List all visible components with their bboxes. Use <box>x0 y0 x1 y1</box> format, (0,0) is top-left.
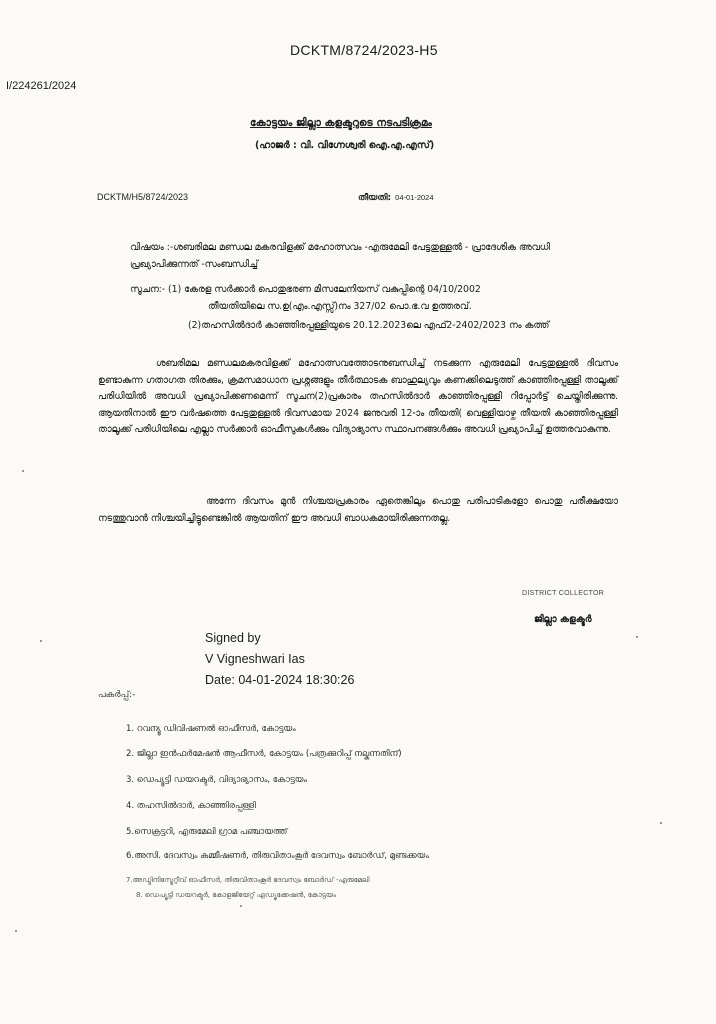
reference-number: DCKTM/H5/8724/2023 <box>97 192 189 202</box>
signer-name: V Vigneshwari Ias <box>205 652 305 666</box>
scan-speck <box>660 822 662 824</box>
copy-item: 2. ജില്ലാ ഇൻഫർമേഷൻ ആഫീസർ, കോട്ടയം (പത്രക്കുറിപ്പ് നല്കുന്നതിന്) <box>126 749 402 759</box>
receipt-number: I/224261/2024 <box>6 80 77 92</box>
signed-date: Date: 04-01-2024 18:30:26 <box>205 673 355 687</box>
reference-1-line-2: തീയതിയിലെ സ.ഉ(എം.എസ്സ്)നം 327/02 പൊ.ഭ.വ ഉത്തരവ്. <box>208 300 472 312</box>
scan-speck <box>22 470 24 472</box>
copy-item: 8. ഡെപ്യൂട്ടി ഡയറക്ടർ, കോളജിയേറ്റ് എഡ്യൂക്കേഷൻ, കോട്ടയം <box>136 891 336 899</box>
district-collector-label: DISTRICT COLLECTOR <box>522 590 605 597</box>
reference-1 <box>130 282 620 315</box>
copy-item: 5.സെക്രട്ടറി, എരുമേലി ഗ്രാമ പഞ്ചായത്ത് <box>126 827 288 837</box>
body-paragraph-1: ശബരിമല മണ്ഡലമകരവിളക്ക് മഹോത്സവത്തോടനുബന്ധിച്ച് നടക്കുന്ന എരുമേലി പേട്ടതുള്ളൽ ദിവസം ഉണ്ടാകുന്ന ഗതാഗത തിരക്കും, ക്രമസമാധാന പ്രശ്നങ്ങളും തീർത്ഥാടക ബാഹുല്യവും കണക്കിലെടുത്ത് കാഞ്ഞിരപ്പള്ളി താലൂക്ക് പരിധിയിൽ അവധി പ്രഖ്യാപിക്കണമെന്ന് സൂചന(2)പ്രകാരം തഹസിൽദാർ കാഞ്ഞിരപ്പള്ളി റിപ്പോർട്ട് ചെയ്തിരിക്കുന്നു. ആയതിനാൽ ഈ വർഷത്തെ പേട്ടതുള്ളൽ ദിവസമായ 2024 ജനുവരി 12-ാം തീയതി( വെള്ളിയാഴ്ച തീയതി കാഞ്ഞിരപ്പള്ളി താലൂക്ക് പരിധിയിലെ എല്ലാ സർക്കാർ ഓഫീസുകൾക്കും വിദ്യാഭ്യാസ സ്ഥാപനങ്ങൾക്കും അവധി പ്രഖ്യാപിച്ച് ഉത്തരവാകുന്നു. <box>98 358 618 435</box>
copy-item: 1. റവന്യൂ ഡിവിഷണൽ ഓഫീസർ, കോട്ടയം <box>126 724 296 734</box>
scan-speck <box>240 905 242 907</box>
present-officer: (ഹാജർ : വി. വിഗ്നേശ്വരി ഐ.എ.എസ്) <box>255 140 435 151</box>
subject-line: വിഷയം :-ശബരിമല മണ്ഡല മകരവിളക്ക് മഹോത്സവം -എരുമേലി പേട്ടതുള്ളൽ - പ്രാദേശിക അവധി പ്രഖ്യാപിക്കുന്നത് -സംബന്ധിച്ച് <box>130 242 550 270</box>
reference-2: (2)തഹസിൽദാർ കാഞ്ഞിരപ്പള്ളിയുടെ 20.12.2023ലെ എഫ്2-2402/2023 നം കത്ത് <box>188 320 550 331</box>
date-label: തീയതി: <box>358 193 392 203</box>
date-value: 04-01-2024 <box>395 193 434 202</box>
order-date <box>358 193 434 203</box>
copy-item: 6.അസി. ദേവസ്വം കമ്മീഷണർ, തിരുവിതാംകൂർ ദേവസ്വം ബോർഡ്, മുണ്ടക്കയം <box>126 851 429 861</box>
copy-item: 4. തഹസിൽദാർ, കാഞ്ഞിരപ്പള്ളി <box>126 801 256 811</box>
copy-item: 7.അഡ്മിനിസ്ട്രേറ്റീവ് ഓഫീസർ, തിരുവിതാംകൂർ ദേവസ്വം ബോർഡ് -എരുമേലി <box>126 876 370 884</box>
scan-speck <box>15 930 17 932</box>
district-collector-malayalam: ജില്ലാ കളക്ടർ <box>534 614 592 625</box>
scan-speck <box>636 636 638 638</box>
body-paragraph-2: അന്നേ ദിവസം മുൻ നിശ്ചയപ്രകാരം ഏതെങ്കിലും പൊതു പരിപാടികളോ പൊതു പരീക്ഷയോ നടത്തുവാൻ നിശ്ചയിച്ചിട്ടുണ്ടെങ്കിൽ ആയതിന് ഈ അവധി ബാധകമായിരിക്കുന്നതല്ല. <box>98 496 618 524</box>
file-number-header: DCKTM/8724/2023-H5 <box>290 42 438 58</box>
order-heading: കോട്ടയം ജില്ലാ കളക്ടറുടെ നടപടിക്രമം <box>250 117 432 129</box>
copy-item: 3. ഡെപ്യൂട്ടി ഡയറക്ടർ, വിദ്യാഭ്യാസം, കോട്ടയം <box>126 775 307 785</box>
digital-signature-block <box>205 628 354 691</box>
signed-by-label: Signed by <box>205 631 261 645</box>
copy-to-label: പകർപ്പ്:- <box>98 690 136 700</box>
scan-speck <box>40 640 42 642</box>
reference-1-line-1: സൂചന:- (1) കേരള സർക്കാർ പൊതുഭരണ മിസലേനിയസ് വകുപ്പിന്റെ 04/10/2002 <box>130 284 481 295</box>
